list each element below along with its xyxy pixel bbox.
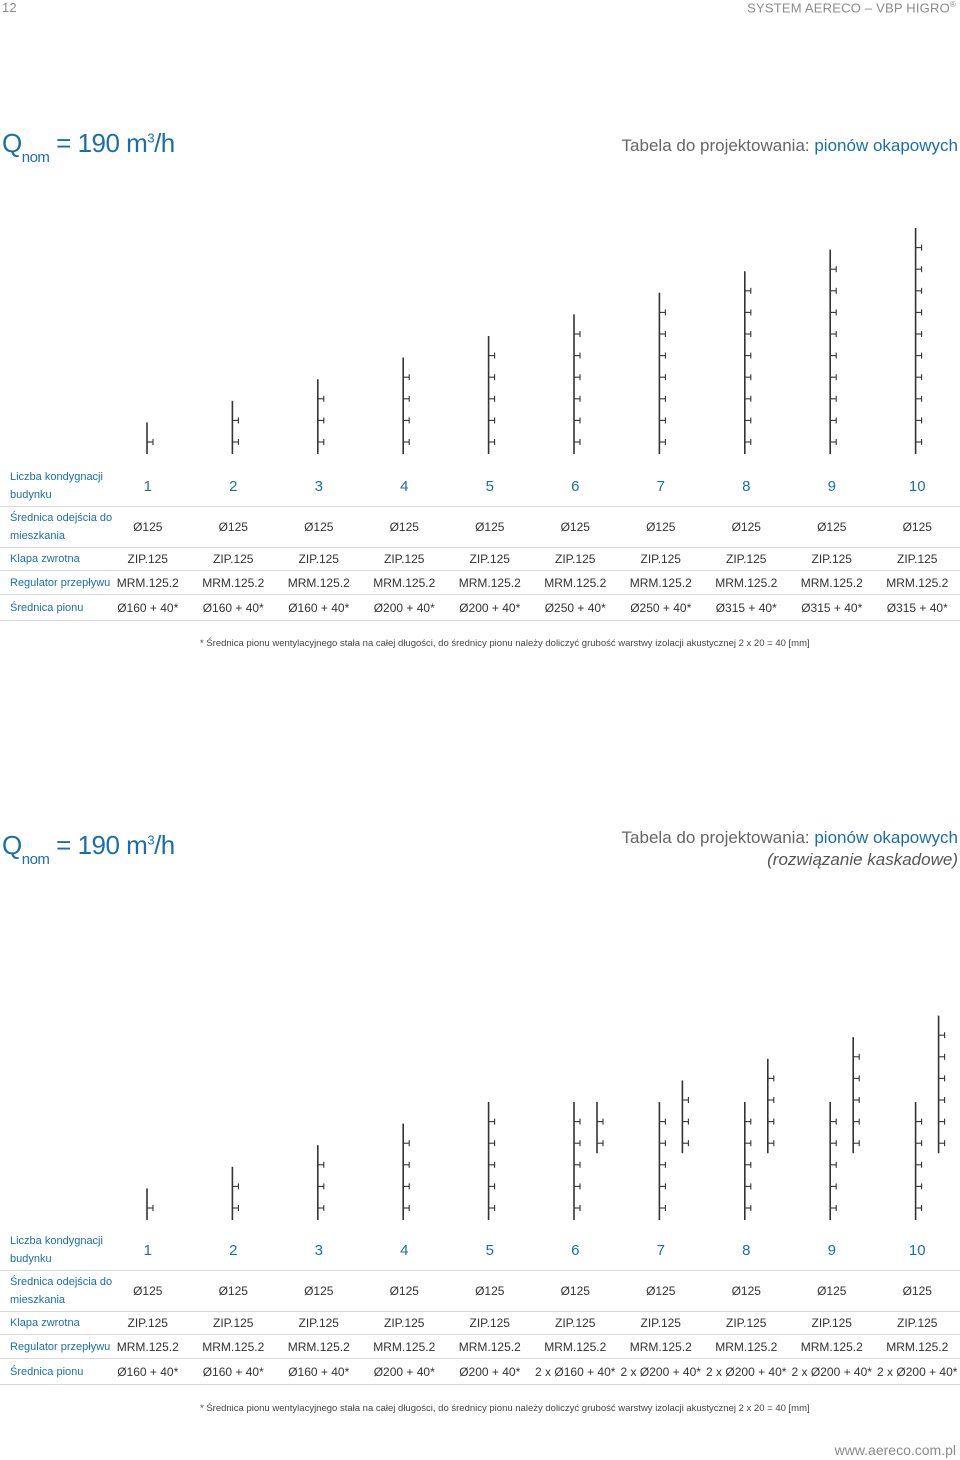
floor-count-cell: 9 <box>827 1241 836 1259</box>
diameter-in-cell: Ø125 <box>218 1284 248 1298</box>
riser-cell: Ø200 + 40* <box>459 1365 521 1379</box>
table-title-emphasis: pionów okapowych <box>814 828 958 847</box>
floor-count-cell: 10 <box>908 477 926 495</box>
floor-count-cell: 2 <box>229 477 238 495</box>
valve-cell: ZIP.125 <box>811 1316 852 1330</box>
floor-count-cell: 4 <box>400 477 409 495</box>
riser-cell: 2 x Ø200 + 40* <box>706 1365 787 1379</box>
regulator-cell: MRM.125.2 <box>202 1340 265 1354</box>
riser-cell: Ø160 + 40* <box>117 601 179 615</box>
label-floors: Liczba kondygnacji budynku <box>10 1235 103 1265</box>
regulator-cell: MRM.125.2 <box>458 576 521 590</box>
footnote: * Średnica pionu wentylacyjnego stała na całej długości, do średnicy pionu należy doliczyć grubość warstwy izolacji akustycznej 2 x 20 = 40 [mm] <box>200 638 810 649</box>
diameter-in-cell: Ø125 <box>475 520 505 534</box>
regulator-cell: MRM.125.2 <box>629 1340 692 1354</box>
riser-cell: Ø160 + 40* <box>202 1365 264 1379</box>
q-letter: Q <box>2 128 22 158</box>
regulator-cell: MRM.125.2 <box>373 576 436 590</box>
floor-count-cell: 1 <box>143 1241 152 1259</box>
riser-cell: 2 x Ø160 + 40* <box>535 1365 616 1379</box>
valve-cell: ZIP.125 <box>384 1316 425 1330</box>
diameter-in-cell: Ø125 <box>389 520 419 534</box>
q-subscript: nom <box>21 149 50 166</box>
valve-cell: ZIP.125 <box>298 1316 339 1330</box>
riser-cell: 2 x Ø200 + 40* <box>620 1365 701 1379</box>
valve-cell: ZIP.125 <box>555 552 596 566</box>
row-regulator <box>0 1336 960 1359</box>
diameter-in-cell: Ø125 <box>560 520 590 534</box>
label-valve: Klapa zwrotna <box>10 553 80 565</box>
flow-rate-heading <box>2 128 175 166</box>
row-valve <box>0 1312 960 1335</box>
diameter-in-cell: Ø125 <box>731 1284 761 1298</box>
diameter-in-cell: Ø125 <box>218 520 248 534</box>
row-riser <box>0 596 960 621</box>
floor-count-cell: 2 <box>229 1241 238 1259</box>
riser-cell: Ø200 + 40* <box>373 1365 435 1379</box>
q-value: = 190 m <box>56 830 148 860</box>
riser-cell: Ø315 + 40* <box>886 601 948 615</box>
label-diameter-in: Średnica odejścia do mieszkania <box>10 512 113 542</box>
valve-cell: ZIP.125 <box>555 1316 596 1330</box>
q-unit: /h <box>154 830 175 860</box>
regulator-cell: MRM.125.2 <box>116 1340 179 1354</box>
riser-cell: Ø315 + 40* <box>715 601 777 615</box>
riser-cell: Ø250 + 40* <box>630 601 692 615</box>
floor-count-cell: 8 <box>742 477 751 495</box>
floor-count-cell: 7 <box>656 1241 665 1259</box>
regulator-cell: MRM.125.2 <box>715 576 778 590</box>
valve-cell: ZIP.125 <box>640 552 681 566</box>
riser-cell: Ø160 + 40* <box>288 601 350 615</box>
row-diameter-in <box>0 507 960 548</box>
regulator-cell: MRM.125.2 <box>458 1340 521 1354</box>
label-riser: Średnica pionu <box>10 602 84 614</box>
table-title-2 <box>622 827 958 871</box>
valve-cell: ZIP.125 <box>469 552 510 566</box>
regulator-cell: MRM.125.2 <box>544 576 607 590</box>
diameter-in-cell: Ø125 <box>817 1284 847 1298</box>
riser-cell: Ø160 + 40* <box>117 1365 179 1379</box>
diameter-in-cell: Ø125 <box>646 1284 676 1298</box>
valve-cell: ZIP.125 <box>897 1316 938 1330</box>
regulator-cell: MRM.125.2 <box>800 1340 863 1354</box>
valve-cell: ZIP.125 <box>213 552 254 566</box>
floor-count-cell: 6 <box>571 1241 580 1259</box>
label-diameter-in: Średnica odejścia do mieszkania <box>10 1276 113 1306</box>
floor-count-cell: 6 <box>571 477 580 495</box>
regulator-cell: MRM.125.2 <box>287 1340 350 1354</box>
registered-mark: ® <box>949 0 956 9</box>
row-regulator <box>0 572 960 595</box>
label-valve: Klapa zwrotna <box>10 1317 80 1329</box>
cascade-riser-diagram <box>0 960 960 1224</box>
page-number: 12 <box>2 0 17 15</box>
diameter-in-cell: Ø125 <box>646 520 676 534</box>
floor-count-cell: 1 <box>143 477 152 495</box>
row-floors <box>0 1230 960 1271</box>
floor-count-cell: 9 <box>827 477 836 495</box>
diameter-in-cell: Ø125 <box>304 1284 334 1298</box>
diameter-in-cell: Ø125 <box>475 1284 505 1298</box>
label-regulator: Regulator przepływu <box>10 577 111 589</box>
floor-count-cell: 3 <box>314 1241 323 1259</box>
riser-cell: Ø250 + 40* <box>544 601 606 615</box>
row-floors <box>0 466 960 507</box>
q-exponent: 3 <box>147 130 155 146</box>
regulator-cell: MRM.125.2 <box>715 1340 778 1354</box>
riser-cell: Ø160 + 40* <box>288 1365 350 1379</box>
table-title-subtitle: (rozwiązanie kaskadowe) <box>767 850 958 869</box>
q-value: = 190 m <box>56 128 148 158</box>
document-title <box>747 0 956 15</box>
q-subscript: nom <box>21 851 50 868</box>
label-regulator: Regulator przepływu <box>10 1341 111 1353</box>
label-floors: Liczba kondygnacji budynku <box>10 471 103 501</box>
valve-cell: ZIP.125 <box>726 1316 767 1330</box>
regulator-cell: MRM.125.2 <box>886 576 949 590</box>
regulator-cell: MRM.125.2 <box>629 576 692 590</box>
riser-diagram <box>0 220 960 460</box>
floor-count-cell: 5 <box>485 477 494 495</box>
table-title-prefix: Tabela do projektowania: <box>621 136 815 155</box>
riser-cell: 2 x Ø200 + 40* <box>877 1365 958 1379</box>
diameter-in-cell: Ø125 <box>133 1284 163 1298</box>
diameter-in-cell: Ø125 <box>902 1284 932 1298</box>
regulator-cell: MRM.125.2 <box>202 576 265 590</box>
regulator-cell: MRM.125.2 <box>544 1340 607 1354</box>
regulator-cell: MRM.125.2 <box>287 576 350 590</box>
diameter-in-cell: Ø125 <box>817 520 847 534</box>
diameter-in-cell: Ø125 <box>560 1284 590 1298</box>
riser-cell: Ø160 + 40* <box>202 601 264 615</box>
valve-cell: ZIP.125 <box>384 552 425 566</box>
table-title <box>622 135 958 157</box>
q-unit: /h <box>154 128 175 158</box>
valve-cell: ZIP.125 <box>897 552 938 566</box>
row-riser <box>0 1360 960 1385</box>
valve-cell: ZIP.125 <box>726 552 767 566</box>
footnote: * Średnica pionu wentylacyjnego stała na całej długości, do średnicy pionu należy doliczyć grubość warstwy izolacji akustycznej 2 x 20 = 40 [mm] <box>200 1403 810 1414</box>
label-riser: Średnica pionu <box>10 1366 84 1378</box>
valve-cell: ZIP.125 <box>213 1316 254 1330</box>
valve-cell: ZIP.125 <box>640 1316 681 1330</box>
q-exponent: 3 <box>147 832 155 848</box>
flow-rate-heading-2 <box>2 830 175 868</box>
diameter-in-cell: Ø125 <box>902 520 932 534</box>
floor-count-cell: 4 <box>400 1241 409 1259</box>
diameter-in-cell: Ø125 <box>133 520 163 534</box>
valve-cell: ZIP.125 <box>811 552 852 566</box>
table-title-emphasis: pionów okapowych <box>814 136 958 155</box>
regulator-cell: MRM.125.2 <box>373 1340 436 1354</box>
regulator-cell: MRM.125.2 <box>116 576 179 590</box>
floor-count-cell: 5 <box>485 1241 494 1259</box>
row-diameter-in <box>0 1271 960 1312</box>
riser-cell: Ø200 + 40* <box>459 601 521 615</box>
document-title-text: SYSTEM AERECO – VBP HIGRO <box>747 0 950 16</box>
valve-cell: ZIP.125 <box>127 1316 168 1330</box>
regulator-cell: MRM.125.2 <box>886 1340 949 1354</box>
valve-cell: ZIP.125 <box>298 552 339 566</box>
valve-cell: ZIP.125 <box>127 552 168 566</box>
regulator-cell: MRM.125.2 <box>800 576 863 590</box>
riser-cell: Ø315 + 40* <box>801 601 863 615</box>
floor-count-cell: 3 <box>314 477 323 495</box>
riser-cell: 2 x Ø200 + 40* <box>791 1365 872 1379</box>
floor-count-cell: 7 <box>656 477 665 495</box>
q-letter: Q <box>2 830 22 860</box>
floor-count-cell: 8 <box>742 1241 751 1259</box>
diameter-in-cell: Ø125 <box>304 520 334 534</box>
floor-count-cell: 10 <box>908 1241 926 1259</box>
table-title-prefix: Tabela do projektowania: <box>621 828 815 847</box>
riser-cell: Ø200 + 40* <box>373 601 435 615</box>
diameter-in-cell: Ø125 <box>731 520 761 534</box>
valve-cell: ZIP.125 <box>469 1316 510 1330</box>
website-url: www.aereco.com.pl <box>834 1442 956 1458</box>
row-valve <box>0 548 960 571</box>
diameter-in-cell: Ø125 <box>389 1284 419 1298</box>
